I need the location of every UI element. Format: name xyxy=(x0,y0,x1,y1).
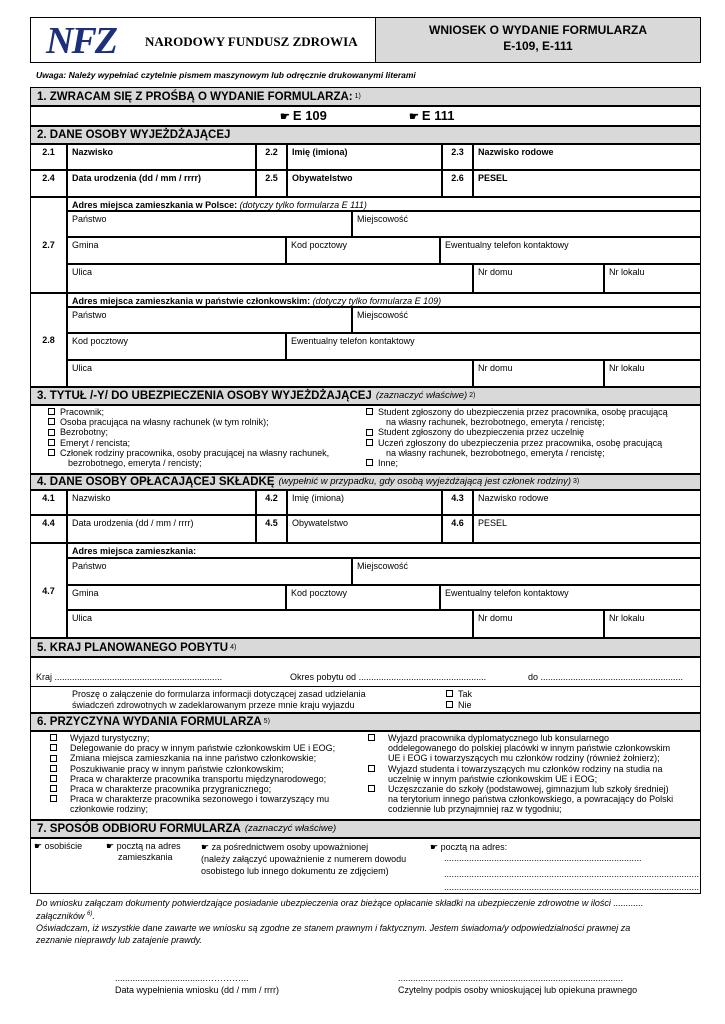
reason-seasonal-cont: członkowie rodziny; xyxy=(70,804,149,815)
attachments-line2: załączników xyxy=(36,911,85,921)
section6-right-list xyxy=(368,733,673,815)
payer-postcode-field[interactable]: Kod pocztowy xyxy=(286,585,440,610)
num-4-4: 4.4 xyxy=(30,515,67,543)
pickup-post-home-label: pocztą na adres xyxy=(116,841,181,851)
reason-relocation[interactable] xyxy=(50,753,335,763)
insurance-self-employed[interactable] xyxy=(48,417,329,427)
info-yes-label: Tak xyxy=(458,689,473,699)
section3-left-list xyxy=(48,407,329,468)
hand-pointer-icon: ☛ xyxy=(280,111,293,123)
payer-first-name-field[interactable]: Imię (imiona) xyxy=(287,490,442,515)
num-2-6: 2.6 xyxy=(442,170,473,197)
eu-street-field[interactable]: Ulica xyxy=(67,360,473,387)
payer-maiden-name-field[interactable]: Nazwisko rodowe xyxy=(473,490,701,515)
section1-footnote: 1) xyxy=(354,92,361,100)
signature-label: Czytelny podpis osoby wnioskującej lub opiekuna prawnego xyxy=(398,985,638,995)
post-address-line2[interactable]: ...................................................................................................... xyxy=(444,869,700,879)
stay-to-label: do xyxy=(528,672,539,682)
pl-postcode-field[interactable]: Kod pocztowy xyxy=(286,237,440,264)
reason-cont: oddelegowanego do polskiej placówki w innym państwie członkowskim xyxy=(388,743,671,754)
stay-to-dots: ......................................................... xyxy=(540,672,684,682)
checkbox-icon xyxy=(48,429,55,436)
address-eu-heading xyxy=(67,293,701,307)
section1-options xyxy=(30,106,701,126)
checkbox-icon xyxy=(446,690,453,697)
section6-footnote: 5) xyxy=(263,718,270,725)
post-address-line1[interactable]: ............................................................................... xyxy=(444,853,642,863)
reason-cont: na terytorium innego państwa członkowskiego, a powracający do Polski xyxy=(388,794,674,805)
num-4-7: 4.7 xyxy=(30,543,67,638)
hand-pointer-icon: ☛ xyxy=(409,111,422,123)
payer-surname-field[interactable]: Nazwisko xyxy=(67,490,256,515)
attachments-statement xyxy=(36,898,701,922)
info-request-line2: świadczeń zdrowotnych w zadeklarowanym przeze mnie kraju wyjazdu xyxy=(72,699,355,710)
num-4-5: 4.5 xyxy=(256,515,287,543)
first-name-field[interactable]: Imię (imiona) xyxy=(287,144,442,170)
payer-city-field[interactable]: Miejscowość xyxy=(352,558,701,585)
info-no-option[interactable] xyxy=(446,700,472,711)
section4-note: (wypełnić w przypadku, gdy osobą wyjeżdżającą jest członek rodziny) xyxy=(278,476,572,487)
pl-commune-field[interactable]: Gmina xyxy=(67,237,286,264)
payer-address-heading: Adres miejsca zamieszkania: xyxy=(67,543,701,558)
reason-job-search[interactable] xyxy=(50,764,335,774)
pickup-post-home[interactable] xyxy=(106,841,181,862)
insurance-other[interactable] xyxy=(366,458,668,468)
reason-label: Praca w charakterze pracownika przygranicznego; xyxy=(70,784,272,795)
checkbox-icon xyxy=(48,418,55,425)
pickup-in-person-label: osobiście xyxy=(44,841,83,851)
checkbox-icon xyxy=(368,734,375,741)
section4-footnote: 3) xyxy=(573,478,580,485)
option-e109[interactable] xyxy=(280,108,327,123)
stay-from-field[interactable] xyxy=(290,672,486,682)
insurance-family-member-cont: bezrobotnego, emeryta / rencisty; xyxy=(68,458,202,469)
reason-cont: UE i EOG i towarzyszących mu członków rodziny (również żołnierz); xyxy=(388,753,660,764)
date-signature-dots[interactable]: ....................................…………... xyxy=(115,973,249,983)
reason-border-worker[interactable] xyxy=(50,784,335,794)
checkbox-icon xyxy=(366,429,373,436)
section6-title: 6. PRZYCZYNA WYDANIA FORMULARZA xyxy=(37,716,262,728)
info-yes-option[interactable] xyxy=(446,689,472,700)
payer-pesel-field[interactable]: PESEL xyxy=(473,515,701,543)
reason-label: Wyjazd turystyczny; xyxy=(70,733,150,743)
reason-cont: codziennie lub przynajmniej raz w tygodniu; xyxy=(388,804,562,815)
reason-label: Wyjazd pracownika dyplomatycznego lub konsularnego xyxy=(388,733,610,743)
pickup-post-home-cont: zamieszkania xyxy=(118,851,173,862)
section4-header xyxy=(30,474,701,490)
checkbox-icon xyxy=(366,408,373,415)
pesel-field[interactable]: PESEL xyxy=(473,170,701,197)
eu-phone-field[interactable]: Ewentualny telefon kontaktowy xyxy=(286,333,701,360)
form-title-line1: WNIOSEK O WYDANIE FORMULARZA xyxy=(429,23,647,37)
section3-note: (zaznaczyć właściwe) xyxy=(375,390,468,401)
checkbox-icon xyxy=(48,439,55,446)
insurance-option-label: Pracownik; xyxy=(60,407,105,417)
section3-header xyxy=(30,387,701,405)
hand-pointer-icon: ☛ xyxy=(201,842,212,852)
hand-pointer-icon: ☛ xyxy=(34,841,45,851)
payer-commune-field[interactable]: Gmina xyxy=(67,585,286,610)
checkbox-icon xyxy=(366,439,373,446)
reason-cont: uczelnię w innym państwie członkowskim UE i EOG; xyxy=(388,773,598,784)
country-field[interactable] xyxy=(36,672,222,682)
form-title-line2: E-109, E-111 xyxy=(503,39,573,53)
info-request-text xyxy=(72,689,366,710)
insurance-pensioner[interactable] xyxy=(48,438,329,448)
checkbox-icon xyxy=(446,701,453,708)
address-eu-note: (dotyczy tylko formularza E 109) xyxy=(312,296,442,306)
section7-title: 7. SPOSÓB ODBIORU FORMULARZA xyxy=(37,823,241,835)
pickup-authorized-note1: (należy załączyć upoważnienie z numerem dowodu xyxy=(201,854,407,864)
checkbox-icon xyxy=(50,734,57,741)
payer-birth-date-field[interactable]: Data urodzenia (dd / mm / rrrr) xyxy=(67,515,256,543)
insurance-option-label: Student zgłoszony do ubezpieczenia przez uczelnię xyxy=(378,427,585,438)
option-e109-label: E 109 xyxy=(292,108,327,123)
section3-right-list xyxy=(366,407,668,468)
checkbox-icon xyxy=(50,785,57,792)
checkbox-icon xyxy=(368,765,375,772)
section3-footnote: 2) xyxy=(469,392,476,399)
num-2-5: 2.5 xyxy=(256,170,287,197)
payer-phone-field[interactable]: Ewentualny telefon kontaktowy xyxy=(440,585,701,610)
pl-country-field[interactable]: Państwo xyxy=(67,211,352,237)
signature-dots[interactable]: .......................................................................................... xyxy=(398,973,624,983)
pickup-post-address-label: pocztą na adres: xyxy=(440,842,508,852)
option-e111-label: E 111 xyxy=(421,108,455,123)
num-2-1: 2.1 xyxy=(30,144,67,170)
num-2-3: 2.3 xyxy=(442,144,473,170)
payer-country-field[interactable]: Państwo xyxy=(67,558,352,585)
payer-citizenship-field[interactable]: Obywatelstwo xyxy=(287,515,442,543)
reason-posting[interactable] xyxy=(50,743,335,753)
reason-diplomat[interactable] xyxy=(368,733,673,743)
pl-flat-number-field[interactable]: Nr lokalu xyxy=(604,264,701,293)
insurance-option-label: Osoba pracująca na własny rachunek (w tym rolnik); xyxy=(60,417,269,428)
section7-note: (zaznaczyć właściwe) xyxy=(244,823,337,834)
insurance-option-label: Student zgłoszony do ubezpieczenia przez pracownika, osobę pracującą xyxy=(378,407,668,417)
declaration-line2: zeznanie nieprawdy lub zatajenie prawdy. xyxy=(36,934,202,945)
eu-house-number-field[interactable]: Nr domu xyxy=(473,360,604,387)
num-2-4: 2.4 xyxy=(30,170,67,197)
address-pl-label: Adres miejsca zamieszkania w Polsce: xyxy=(72,200,238,210)
section7-header xyxy=(30,820,701,838)
country-label: Kraj xyxy=(36,672,53,682)
eu-postcode-field[interactable]: Kod pocztowy xyxy=(67,333,286,360)
stay-from-dots: ................................................... xyxy=(358,672,487,682)
insurance-option-cont: na własny rachunek, bezrobotnego, emeryta / rencistę; xyxy=(386,417,605,428)
post-address-line3[interactable]: ...................................................................................................... xyxy=(444,882,700,892)
reason-label: Wyjazd studenta i towarzyszących mu członków rodziny na studia na xyxy=(388,763,663,774)
payer-street-field[interactable]: Ulica xyxy=(67,610,473,638)
birth-date-field[interactable]: Data urodzenia (dd / mm / rrrr) xyxy=(67,170,256,197)
section6-header xyxy=(30,713,701,731)
payer-flat-number-field[interactable]: Nr lokalu xyxy=(604,610,701,638)
stay-from-label: Okres pobytu od xyxy=(290,672,357,682)
insurance-family-member[interactable] xyxy=(48,448,329,458)
reason-school[interactable] xyxy=(368,784,673,794)
insurance-student-university[interactable] xyxy=(366,427,668,437)
hand-pointer-icon: ☛ xyxy=(106,841,117,851)
address-eu-label: Adres miejsca zamieszkania w państwie członkowskim: xyxy=(72,296,311,306)
country-dots: ................................................................... xyxy=(54,672,223,682)
checkbox-icon xyxy=(50,795,57,802)
num-4-1: 4.1 xyxy=(30,490,67,515)
insurance-employee[interactable] xyxy=(48,407,329,417)
pl-house-number-field[interactable]: Nr domu xyxy=(473,264,604,293)
hand-pointer-icon: ☛ xyxy=(430,842,441,852)
surname-field[interactable]: Nazwisko xyxy=(67,144,256,170)
payer-house-number-field[interactable]: Nr domu xyxy=(473,610,604,638)
insurance-unemployed[interactable] xyxy=(48,427,329,437)
checkbox-icon xyxy=(368,785,375,792)
insurance-option-label: Członek rodziny pracownika, osoby pracującej na własny rachunek, xyxy=(60,447,330,458)
reason-student[interactable] xyxy=(368,764,673,774)
checkbox-icon xyxy=(50,765,57,772)
pickup-authorized-label: za pośrednictwem osoby upoważnionej xyxy=(211,842,369,852)
maiden-name-field[interactable]: Nazwisko rodowe xyxy=(473,144,701,170)
eu-country-field[interactable]: Państwo xyxy=(67,307,352,333)
section5-footnote: 4) xyxy=(230,643,237,651)
reason-label: Poszukiwanie pracy w innym państwie członkowskim; xyxy=(70,763,284,774)
insurance-option-label: Bezrobotny; xyxy=(60,427,109,438)
checkbox-icon xyxy=(366,459,373,466)
attachments-footnote: 6) xyxy=(87,911,93,917)
stay-to-field[interactable] xyxy=(528,672,683,682)
citizenship-field[interactable]: Obywatelstwo xyxy=(287,170,442,197)
section2-header xyxy=(30,126,701,144)
num-4-6: 4.6 xyxy=(442,515,473,543)
info-no-label: Nie xyxy=(458,699,472,710)
reason-label: Delegowanie do pracy w innym państwie członkowskim UE i EOG; xyxy=(70,743,336,754)
insurance-option-label: Inne; xyxy=(378,458,399,469)
reason-label: Praca w charakterze pracownika transportu międzynarodowego; xyxy=(70,773,327,784)
eu-flat-number-field[interactable]: Nr lokalu xyxy=(604,360,701,387)
reason-seasonal-worker[interactable] xyxy=(50,794,335,804)
fill-note: Uwaga: Należy wypełniać czytelnie pismem maszynowym lub odręcznie drukowanymi literami xyxy=(36,70,416,80)
section4-title: 4. DANE OSOBY OPŁACAJĄCEJ SKŁADKĘ xyxy=(37,476,275,488)
num-4-3: 4.3 xyxy=(442,490,473,515)
pickup-post-address[interactable] xyxy=(430,841,507,853)
reason-label: Praca w charakterze pracownika sezonowego i towarzyszący mu xyxy=(70,794,330,805)
section2-title: 2. DANE OSOBY WYJEŻDŻAJĄCEJ xyxy=(37,129,231,141)
attachments-period: . xyxy=(92,911,95,921)
org-name: NARODOWY FUNDUSZ ZDROWIA xyxy=(145,34,358,49)
insurance-option-label: Emeryt / rencista; xyxy=(60,437,131,448)
num-2-2: 2.2 xyxy=(256,144,287,170)
checkbox-icon xyxy=(50,775,57,782)
checkbox-icon xyxy=(50,744,57,751)
declaration xyxy=(36,923,701,946)
reason-label: Uczęszczanie do szkoły (podstawowej, gimnazjum lub szkoły średniej) xyxy=(388,784,669,795)
eu-city-field[interactable]: Miejscowość xyxy=(352,307,701,333)
declaration-line1: Oświadczam, iż wszystkie dane zawarte we wniosku są zgodne ze stanem prawnym i faktycznym. Jestem świadoma/y odpowiedzialności prawnej za xyxy=(36,923,631,933)
attachments-line1: Do wniosku załączam dokumenty potwierdzające posiadanie ubezpieczenia oraz bieżące opłacanie składki na ubezpieczenie zdrowotne w ilości ............ xyxy=(36,898,644,908)
insurance-option-cont: na własny rachunek, bezrobotnego, emeryta / rencistę; xyxy=(386,447,605,458)
section1-header xyxy=(30,87,701,106)
reason-tourism[interactable] xyxy=(50,733,335,743)
info-request-options xyxy=(446,689,472,710)
num-2-7: 2.7 xyxy=(30,197,67,293)
checkbox-icon xyxy=(48,449,55,456)
pickup-authorized-note2: osobistego lub innego dokumentu ze zdjęciem) xyxy=(201,866,389,876)
pickup-in-person[interactable] xyxy=(34,841,82,852)
pl-phone-field[interactable]: Ewentualny telefon kontaktowy xyxy=(440,237,701,264)
insurance-pupil[interactable] xyxy=(366,438,668,448)
section5-header xyxy=(30,638,701,657)
reason-transport-worker[interactable] xyxy=(50,774,335,784)
section5-title: 5. KRAJ PLANOWANEGO POBYTU xyxy=(37,641,229,654)
pl-street-field[interactable]: Ulica xyxy=(67,264,473,293)
insurance-student-employee[interactable] xyxy=(366,407,668,417)
pl-city-field[interactable]: Miejscowość xyxy=(352,211,701,237)
checkbox-icon xyxy=(50,755,57,762)
pickup-authorized-person[interactable] xyxy=(201,841,406,877)
section1-title: 1. ZWRACAM SIĘ Z PROŚBĄ O WYDANIE FORMULARZA: xyxy=(37,90,353,103)
reason-label: Zmiana miejsca zamieszkania na inne państwo członkowskie; xyxy=(70,753,317,764)
info-request-line1: Proszę o załączenie do formularza informacji dotyczącej zasad udzielania xyxy=(72,689,366,699)
section6-left-list xyxy=(50,733,335,815)
insurance-option-label: Uczeń zgłoszony do ubezpieczenia przez pracownika, osobę pracującą xyxy=(378,437,663,448)
nfz-logo: NFZ xyxy=(46,20,116,62)
option-e111[interactable] xyxy=(409,108,454,123)
section3-title: 3. TYTUŁ /-Y/ DO UBEZPIECZENIA OSOBY WYJEŻDŻAJĄCEJ xyxy=(37,390,372,402)
num-2-8: 2.8 xyxy=(30,293,67,387)
address-pl-heading xyxy=(67,197,701,211)
address-pl-note: (dotyczy tylko formularza E 111) xyxy=(239,200,367,210)
date-label: Data wypełnienia wniosku (dd / mm / rrrr) xyxy=(115,985,280,995)
num-4-2: 4.2 xyxy=(256,490,287,515)
checkbox-icon xyxy=(48,408,55,415)
